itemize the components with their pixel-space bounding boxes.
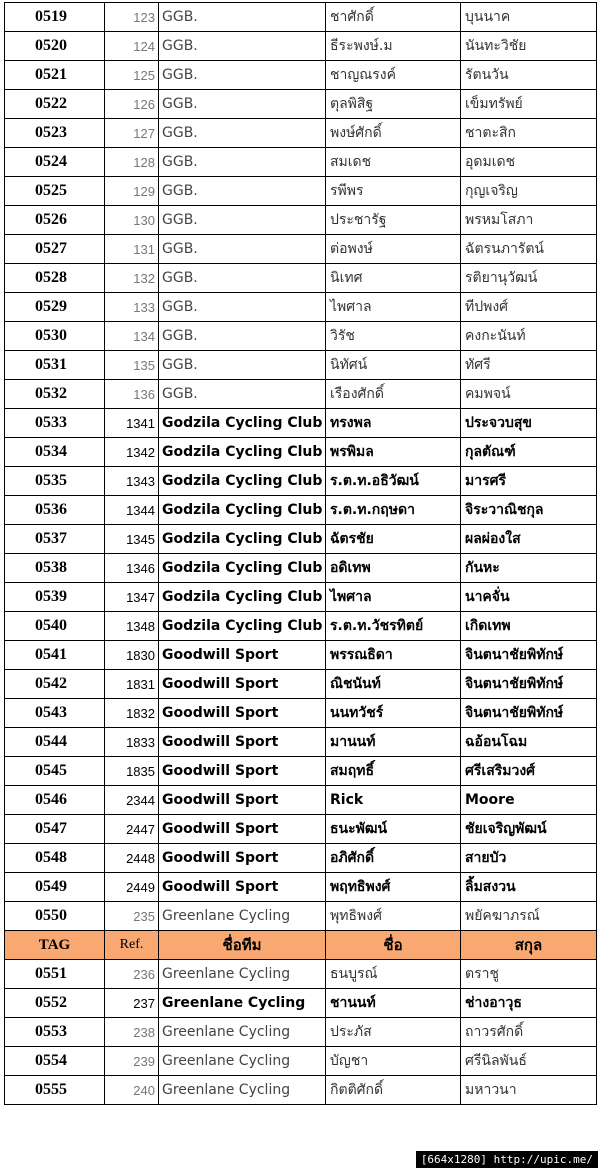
table-row — [5, 786, 597, 815]
cell-tag: 0546 — [5, 786, 105, 815]
table-row — [5, 467, 597, 496]
cell-team: GGB. — [159, 32, 326, 61]
cell-last: ศรีนิลพันธ์ — [461, 1047, 597, 1076]
cell-team: Godzila Cycling Club — [159, 438, 326, 467]
cell-last: จิระวาณิชกุล — [461, 496, 597, 525]
cell-last: อุดมเดช — [461, 148, 597, 177]
cell-last: พรหมโสภา — [461, 206, 597, 235]
cell-last: ลิ้มสงวน — [461, 873, 597, 902]
cell-ref: 126 — [105, 90, 159, 119]
cell-tag: 0552 — [5, 989, 105, 1018]
cell-tag: 0539 — [5, 583, 105, 612]
cell-last: ผลผ่องใส — [461, 525, 597, 554]
cell-ref: 1830 — [105, 641, 159, 670]
cell-last: เข็มทรัพย์ — [461, 90, 597, 119]
cell-ref: 237 — [105, 989, 159, 1018]
column-header-tag: TAG — [5, 931, 105, 960]
cell-last: พยัคฆาภรณ์ — [461, 902, 597, 931]
cell-tag: 0533 — [5, 409, 105, 438]
roster-table — [4, 2, 597, 1105]
table-row — [5, 351, 597, 380]
cell-ref: 135 — [105, 351, 159, 380]
cell-tag: 0534 — [5, 438, 105, 467]
cell-last: บุนนาค — [461, 3, 597, 32]
cell-tag: 0554 — [5, 1047, 105, 1076]
table-row — [5, 90, 597, 119]
column-header-team: ชื่อทีม — [159, 931, 326, 960]
table-row — [5, 1047, 597, 1076]
table-row — [5, 32, 597, 61]
table-row — [5, 380, 597, 409]
cell-ref: 236 — [105, 960, 159, 989]
table-row — [5, 699, 597, 728]
table-row — [5, 525, 597, 554]
table-row — [5, 1076, 597, 1105]
cell-team: Goodwill Sport — [159, 786, 326, 815]
cell-ref: 1346 — [105, 554, 159, 583]
cell-ref: 235 — [105, 902, 159, 931]
cell-ref: 130 — [105, 206, 159, 235]
cell-ref: 2449 — [105, 873, 159, 902]
cell-tag: 0550 — [5, 902, 105, 931]
cell-team: Godzila Cycling Club — [159, 467, 326, 496]
column-header-first: ชื่อ — [326, 931, 461, 960]
cell-ref: 240 — [105, 1076, 159, 1105]
cell-ref: 125 — [105, 61, 159, 90]
column-header-ref: Ref. — [105, 931, 159, 960]
cell-last: นันทะวิชัย — [461, 32, 597, 61]
image-host-watermark: [664x1280] http://upic.me/ — [416, 1151, 598, 1168]
cell-tag: 0540 — [5, 612, 105, 641]
cell-ref: 1348 — [105, 612, 159, 641]
cell-team: GGB. — [159, 3, 326, 32]
cell-team: GGB. — [159, 235, 326, 264]
cell-tag: 0525 — [5, 177, 105, 206]
cell-first: ไพศาล — [326, 293, 461, 322]
cell-tag: 0545 — [5, 757, 105, 786]
cell-team: Greenlane Cycling — [159, 1047, 326, 1076]
table-row — [5, 757, 597, 786]
table-row — [5, 873, 597, 902]
cell-ref: 1342 — [105, 438, 159, 467]
cell-team: Goodwill Sport — [159, 728, 326, 757]
cell-ref: 127 — [105, 119, 159, 148]
cell-team: Greenlane Cycling — [159, 960, 326, 989]
cell-first: พงษ์ศักดิ์ — [326, 119, 461, 148]
cell-tag: 0530 — [5, 322, 105, 351]
cell-tag: 0520 — [5, 32, 105, 61]
cell-last: กุญเจริญ — [461, 177, 597, 206]
cell-team: GGB. — [159, 206, 326, 235]
cell-ref: 2448 — [105, 844, 159, 873]
cell-first: นิเทศ — [326, 264, 461, 293]
table-row — [5, 960, 597, 989]
cell-first: มานนท์ — [326, 728, 461, 757]
table-row — [5, 409, 597, 438]
cell-first: วิรัช — [326, 322, 461, 351]
table-row — [5, 641, 597, 670]
cell-first: นนทวัชร์ — [326, 699, 461, 728]
cell-last: กุลตัณฑ์ — [461, 438, 597, 467]
cell-team: Godzila Cycling Club — [159, 554, 326, 583]
cell-ref: 123 — [105, 3, 159, 32]
cell-tag: 0524 — [5, 148, 105, 177]
cell-tag: 0547 — [5, 815, 105, 844]
cell-first: สมเดช — [326, 148, 461, 177]
cell-team: Godzila Cycling Club — [159, 583, 326, 612]
table-row — [5, 438, 597, 467]
cell-first: Rick — [326, 786, 461, 815]
cell-tag: 0536 — [5, 496, 105, 525]
roster-table-body — [5, 3, 597, 1105]
cell-team: Godzila Cycling Club — [159, 496, 326, 525]
cell-last: ถาวรศักดิ์ — [461, 1018, 597, 1047]
table-row — [5, 1018, 597, 1047]
cell-last: นาคจั่น — [461, 583, 597, 612]
cell-first: ชาศักดิ์ — [326, 3, 461, 32]
table-row — [5, 583, 597, 612]
cell-ref: 124 — [105, 32, 159, 61]
cell-last: เกิดเทพ — [461, 612, 597, 641]
cell-last: รัตนวัน — [461, 61, 597, 90]
cell-team: Goodwill Sport — [159, 699, 326, 728]
cell-team: Greenlane Cycling — [159, 989, 326, 1018]
cell-first: ธนบูรณ์ — [326, 960, 461, 989]
cell-tag: 0526 — [5, 206, 105, 235]
cell-team: Greenlane Cycling — [159, 1018, 326, 1047]
cell-last: คมพจน์ — [461, 380, 597, 409]
cell-last: จินตนาชัยพิทักษ์ — [461, 670, 597, 699]
cell-ref: 1832 — [105, 699, 159, 728]
cell-tag: 0551 — [5, 960, 105, 989]
table-row — [5, 728, 597, 757]
cell-first: ต่อพงษ์ — [326, 235, 461, 264]
cell-tag: 0543 — [5, 699, 105, 728]
cell-ref: 134 — [105, 322, 159, 351]
cell-team: Goodwill Sport — [159, 670, 326, 699]
table-row — [5, 844, 597, 873]
cell-team: Godzila Cycling Club — [159, 525, 326, 554]
cell-first: ชานนท์ — [326, 989, 461, 1018]
table-row — [5, 293, 597, 322]
table-row — [5, 496, 597, 525]
cell-first: ชาญณรงค์ — [326, 61, 461, 90]
cell-tag: 0553 — [5, 1018, 105, 1047]
cell-tag: 0523 — [5, 119, 105, 148]
cell-tag: 0521 — [5, 61, 105, 90]
cell-team: GGB. — [159, 351, 326, 380]
cell-first: สมฤทธิ์ — [326, 757, 461, 786]
cell-ref: 129 — [105, 177, 159, 206]
cell-first: ประภัส — [326, 1018, 461, 1047]
cell-ref: 238 — [105, 1018, 159, 1047]
table-row — [5, 612, 597, 641]
cell-first: ประชารัฐ — [326, 206, 461, 235]
cell-team: Greenlane Cycling — [159, 902, 326, 931]
cell-team: GGB. — [159, 148, 326, 177]
cell-tag: 0555 — [5, 1076, 105, 1105]
table-row — [5, 235, 597, 264]
table-row — [5, 815, 597, 844]
cell-last: ฉอ้อนโฉม — [461, 728, 597, 757]
table-row — [5, 989, 597, 1018]
cell-first: ไพศาล — [326, 583, 461, 612]
cell-team: GGB. — [159, 293, 326, 322]
cell-first: กิตติศักดิ์ — [326, 1076, 461, 1105]
cell-last: ช่างอาวุธ — [461, 989, 597, 1018]
column-header-row — [5, 931, 597, 960]
cell-team: GGB. — [159, 90, 326, 119]
cell-first: ร.ต.ท.อธิวัฒน์ — [326, 467, 461, 496]
cell-first: รพีพร — [326, 177, 461, 206]
cell-first: อดิเทพ — [326, 554, 461, 583]
cell-tag: 0531 — [5, 351, 105, 380]
cell-ref: 1831 — [105, 670, 159, 699]
cell-last: คงกะนันท์ — [461, 322, 597, 351]
cell-ref: 1833 — [105, 728, 159, 757]
cell-first: ร.ต.ท.วัชรทิตย์ — [326, 612, 461, 641]
cell-tag: 0519 — [5, 3, 105, 32]
cell-last: ฉัตรนภารัตน์ — [461, 235, 597, 264]
table-row — [5, 322, 597, 351]
cell-last: ชาตะสิก — [461, 119, 597, 148]
cell-ref: 2447 — [105, 815, 159, 844]
cell-last: กันหะ — [461, 554, 597, 583]
cell-tag: 0529 — [5, 293, 105, 322]
cell-last: ทัศรี — [461, 351, 597, 380]
cell-last: Moore — [461, 786, 597, 815]
cell-last: มหาวนา — [461, 1076, 597, 1105]
cell-last: ประจวบสุข — [461, 409, 597, 438]
cell-tag: 0537 — [5, 525, 105, 554]
cell-team: GGB. — [159, 177, 326, 206]
cell-ref: 1347 — [105, 583, 159, 612]
table-row — [5, 670, 597, 699]
cell-tag: 0544 — [5, 728, 105, 757]
cell-last: รติยานุวัฒน์ — [461, 264, 597, 293]
cell-first: ฉัตรชัย — [326, 525, 461, 554]
table-row — [5, 119, 597, 148]
cell-tag: 0522 — [5, 90, 105, 119]
cell-first: ธนะพัฒน์ — [326, 815, 461, 844]
cell-team: GGB. — [159, 61, 326, 90]
cell-tag: 0548 — [5, 844, 105, 873]
cell-ref: 132 — [105, 264, 159, 293]
cell-team: Godzila Cycling Club — [159, 612, 326, 641]
cell-team: Goodwill Sport — [159, 873, 326, 902]
cell-ref: 2344 — [105, 786, 159, 815]
cell-first: ตุลพิสิฐ — [326, 90, 461, 119]
cell-first: อภิศักดิ์ — [326, 844, 461, 873]
cell-team: Goodwill Sport — [159, 844, 326, 873]
table-row — [5, 264, 597, 293]
cell-first: พรรณธิดา — [326, 641, 461, 670]
table-row — [5, 148, 597, 177]
cell-first: ณิชนันท์ — [326, 670, 461, 699]
cell-first: บัญชา — [326, 1047, 461, 1076]
cell-ref: 128 — [105, 148, 159, 177]
cell-team: Goodwill Sport — [159, 641, 326, 670]
cell-ref: 239 — [105, 1047, 159, 1076]
cell-first: พุทธิพงศ์ — [326, 902, 461, 931]
cell-team: GGB. — [159, 322, 326, 351]
cell-ref: 1343 — [105, 467, 159, 496]
cell-ref: 1341 — [105, 409, 159, 438]
table-row — [5, 554, 597, 583]
roster-table-container — [4, 2, 596, 1152]
cell-last: จินตนาชัยพิทักษ์ — [461, 699, 597, 728]
table-row — [5, 902, 597, 931]
cell-team: Goodwill Sport — [159, 757, 326, 786]
cell-last: ทีปพงศ์ — [461, 293, 597, 322]
cell-tag: 0527 — [5, 235, 105, 264]
column-header-last: สกุล — [461, 931, 597, 960]
cell-last: สายบัว — [461, 844, 597, 873]
cell-first: ร.ต.ท.กฤษดา — [326, 496, 461, 525]
cell-team: Greenlane Cycling — [159, 1076, 326, 1105]
table-row — [5, 206, 597, 235]
table-row — [5, 61, 597, 90]
cell-last: ชัยเจริญพัฒน์ — [461, 815, 597, 844]
cell-team: GGB. — [159, 119, 326, 148]
cell-ref: 133 — [105, 293, 159, 322]
cell-ref: 136 — [105, 380, 159, 409]
cell-ref: 1345 — [105, 525, 159, 554]
cell-first: ทรงพล — [326, 409, 461, 438]
cell-tag: 0532 — [5, 380, 105, 409]
cell-tag: 0541 — [5, 641, 105, 670]
cell-tag: 0528 — [5, 264, 105, 293]
cell-team: Goodwill Sport — [159, 815, 326, 844]
cell-tag: 0535 — [5, 467, 105, 496]
cell-team: GGB. — [159, 264, 326, 293]
cell-last: จินตนาชัยพิทักษ์ — [461, 641, 597, 670]
cell-first: พรพิมล — [326, 438, 461, 467]
cell-first: นิทัศน์ — [326, 351, 461, 380]
table-row — [5, 177, 597, 206]
cell-team: GGB. — [159, 380, 326, 409]
cell-last: ศรีเสริมวงศ์ — [461, 757, 597, 786]
cell-last: ตราชู — [461, 960, 597, 989]
cell-ref: 131 — [105, 235, 159, 264]
cell-first: ธีระพงษ์.ม — [326, 32, 461, 61]
cell-ref: 1835 — [105, 757, 159, 786]
cell-tag: 0549 — [5, 873, 105, 902]
cell-last: มารศรี — [461, 467, 597, 496]
cell-first: เรืองศักดิ์ — [326, 380, 461, 409]
table-row — [5, 3, 597, 32]
cell-tag: 0542 — [5, 670, 105, 699]
cell-ref: 1344 — [105, 496, 159, 525]
cell-first: พฤทธิพงศ์ — [326, 873, 461, 902]
cell-tag: 0538 — [5, 554, 105, 583]
cell-team: Godzila Cycling Club — [159, 409, 326, 438]
